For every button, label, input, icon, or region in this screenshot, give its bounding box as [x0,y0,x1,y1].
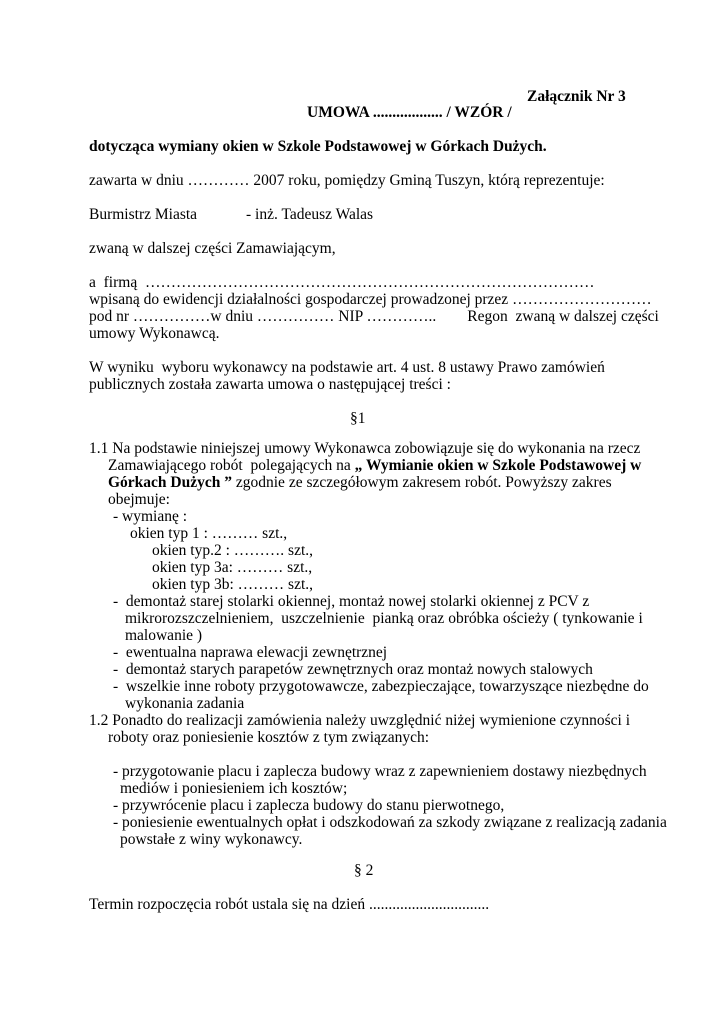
work-item-sills: - demontaż starych parapetów zewnętrznych oraz montaż nowych stalowych [113,661,593,678]
section-2-heading: § 2 [354,862,374,879]
clause-1-1-line-2 [108,457,641,474]
registry-line: wpisaną do ewidencji działalności gospodarczej prowadzonej przez ……………………… [89,291,652,308]
client-definition: zwaną w dalszej części Zamawiającym, [89,240,336,257]
work-item-demolition-cont-1: mikrorozszczelnieniem, uszczelnienie pianką oraz obróbka ościeży ( tynkowanie i [125,610,643,627]
clause-1-1-line-4: obejmuje: [108,491,170,508]
concluded-line: zawarta w dniu ………… 2007 roku, pomiędzy Gminą Tuszyn, którą reprezentuje: [89,172,605,189]
legal-basis-line-2: publicznych została zawarta umowa o następującej treści : [89,376,451,393]
contractor-definition: umowy Wykonawcą. [89,325,220,342]
start-date-line: Termin rozpoczęcia robót ustala się na dzień ............................... [89,896,490,913]
window-type-2: okien typ.2 : ………. szt., [152,542,314,559]
window-type-3a: okien typ 3a: ……… szt., [152,559,313,576]
task-site-preparation: - przygotowanie placu i zaplecza budowy wraz z zapewnieniem dostawy niezbędnych [113,763,647,780]
legal-basis-line-1: W wyniku wyboru wykonawcy na podstawie art. 4 ust. 8 ustawy Prawo zamówień [89,359,605,376]
clause-1-1-line-1: 1.1 Na podstawie niniejszej umowy Wykonawca zobowiązuje się do wykonania na rzecz [89,440,641,457]
window-type-1: okien typ 1 : ……… szt., [130,525,288,542]
task-title-part-1: „ Wymianie okien w Szkole Podstawowej w [354,457,642,474]
contract-title: UMOWA .................. / WZÓR / [307,104,512,121]
clause-1-1-line-2-text: Zamawiającego robót polegających na [108,457,355,474]
attachment-label: Załącznik Nr 3 [527,88,626,105]
work-item-demolition: - demontaż starej stolarki okiennej, montaż nowej stolarki okiennej z PCV z [113,593,590,610]
clause-1-1-line-3-text: zgodnie ze szczegółowym zakresem robót. Powyższy zakres [232,474,612,491]
task-site-preparation-cont: mediów i poniesieniem ich kosztów; [120,780,348,797]
representative-role: Burmistrz Miasta [89,206,198,223]
task-fees-damages-cont: powstałe z winy wykonawcy. [120,831,303,848]
firm-line: a firmą …………………………………………………………………………… [89,274,595,291]
contract-subject: dotycząca wymiany okien w Szkole Podstawowej w Górkach Dużych. [89,138,547,155]
task-title-part-2: Górkach Dużych ” [108,474,232,491]
clause-1-2-line-1: 1.2 Ponadto do realizacji zamówienia należy uwzględnić niżej wymienione czynności i [89,712,631,729]
task-fees-damages: - poniesienie ewentualnych opłat i odszkodowań za szkody związane z realizacją zadania [113,814,667,831]
registration-number-line: pod nr ……………w dniu …………… NIP ………….. Regon zwaną w dalszej części [89,308,659,325]
work-item-other: - wszelkie inne roboty przygotowawcze, zabezpieczające, towarzyszące niezbędne do [113,678,649,695]
work-item-demolition-cont-2: malowanie ) [125,627,203,644]
work-item-facade: - ewentualna naprawa elewacji zewnętrznej [113,644,388,661]
replacement-label: - wymianę : [113,508,188,525]
clause-1-1-line-3 [108,474,612,491]
clause-1-2-line-2: roboty oraz poniesienie kosztów z tym związanych: [108,729,430,746]
representative-name: - inż. Tadeusz Walas [246,206,374,223]
work-item-other-cont: wykonania zadania [125,695,245,712]
task-site-restoration: - przywrócenie placu i zaplecza budowy do stanu pierwotnego, [113,797,505,814]
window-type-3b: okien typ 3b: ……… szt., [152,576,314,593]
section-1-heading: §1 [350,410,366,427]
